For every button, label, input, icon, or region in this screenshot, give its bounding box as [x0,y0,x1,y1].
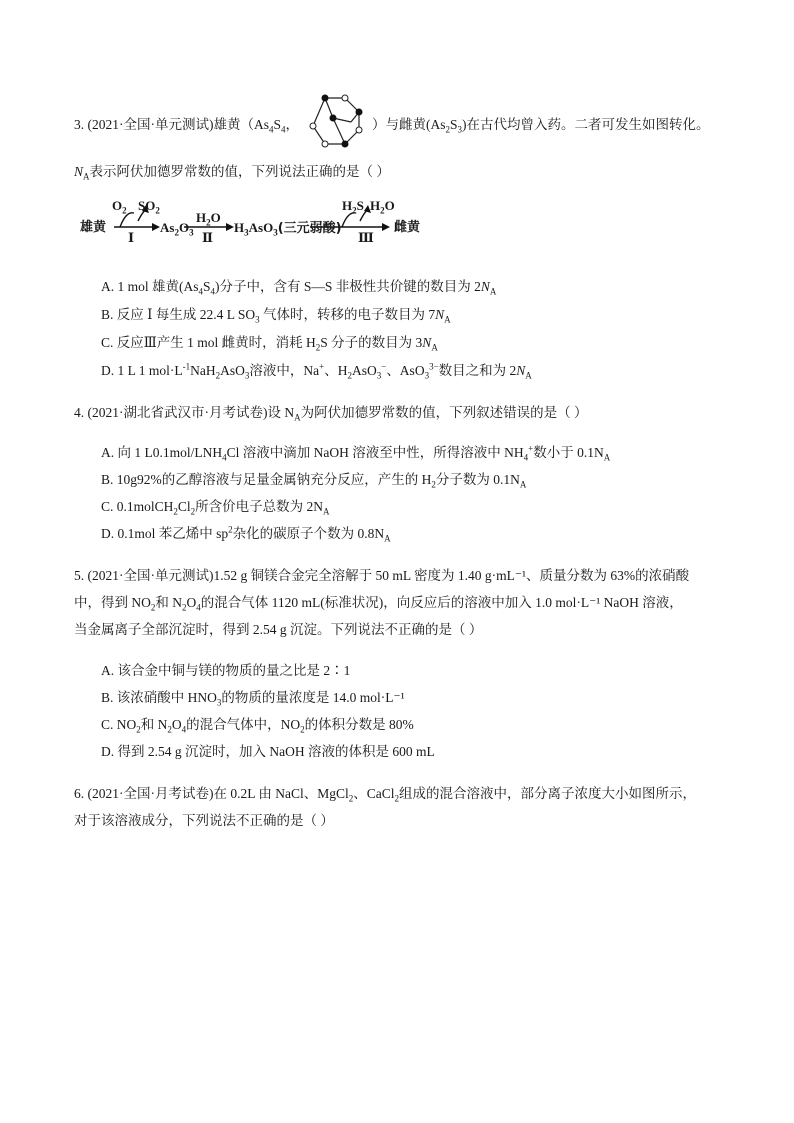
q3-option-b: B. 反应 Ⅰ 每生成 22.4 L $SO_3$ 气体时，转移的电子数目为 $7N_A$ [101,307,451,325]
scheme-step3: Ⅲ [358,230,374,245]
q4-option-b: B. 10g92%的乙醇溶液与足量金属钠充分反应，产生的 $H_2$分子数为 $0.1N_A$ [101,472,527,490]
as4s4-molecule-structure [305,92,371,152]
scheme-h2o-product: $H_2O$ [370,198,395,216]
q3-stem-line2: $N_A$表示阿伏加德罗常数的值，下列说法正确的是（ ） [74,164,390,182]
q5-stem-line1: 5. (2021·全国·单元测试)1.52 g 铜镁合金完全溶解于 50 mL 密度为 1.40 g·mL⁻¹、质量分数为 63%的浓硝酸 [74,568,690,583]
scheme-h2o: $H_2O$ [196,210,221,228]
q3-option-a: A. 1 mol 雄黄$(As_4S_4)$分子中，含有 S—S 非极性共价键的数目为 $2N_A$ [101,279,497,297]
q3-stem-line1: 3. (2021·全国·单元测试)雄黄（$As_4S_4$， [74,117,300,135]
scheme-h3aso3: $H_3AsO_3$(三元弱酸) [234,220,342,238]
q6-stem-line2: 对于该溶液成分，下列说法不正确的是（ ） [74,813,334,828]
scheme-so2: $SO_2$ [138,198,160,216]
q3-option-c: C. 反应Ⅲ产生 1 mol 雌黄时，消耗 $H_2S$ 分子的数目为 $3N_A$ [101,335,438,353]
q5-option-c: C. $NO_2$和 $N_2O_4$的混合气体中，$NO_2$的体积分数是 80% [101,717,414,735]
q5-stem-line2: 中，得到 $NO_2$和 $N_2O_4$的混合气体 1120 mL(标准状况)，向反应后的溶液中加入 1.0 mol·L⁻¹ NaOH 溶液， [74,595,683,613]
reaction-scheme [80,193,440,243]
q3-stem-line1-cont: ）与雌黄$(As_2S_3)$在古代均曾入药。二者可发生如图转化。 [372,117,710,135]
scheme-step1: Ⅰ [128,230,135,245]
q5-stem-line3: 当金属离子全部沉淀时，得到 2.54 g 沉淀。下列说法不正确的是（ ） [74,622,483,637]
q6-stem-line1: 6. (2021·全国·月考试卷)在 0.2L 由 NaCl、MgCl$_2$、CaCl$_2$组成的混合溶液中，部分离子浓度大小如图所示， [74,786,696,804]
q5-option-b: B. 该浓硝酸中 $HNO_3$的物质的量浓度是 14.0 mol·L⁻¹ [101,690,405,708]
scheme-step2: Ⅱ [202,230,213,245]
q5-option-d: D. 得到 2.54 g 沉淀时，加入 NaOH 溶液的体积是 600 mL [101,744,435,759]
q4-option-c: C. $0.1molCH_2Cl_2$所含价电子总数为 $2N_A$ [101,499,330,517]
q3-option-d: D. 1 L 1 $mol\cdot L^{-1}NaH_2AsO_3$溶液中，Na+、$H_2AsO_3^-$、AsO$_3^{3-}$数目之和为 $2N_A$ [101,361,532,381]
scheme-as2o3: $As_2O_3$ [160,220,194,238]
q4-option-a: A. 向 1 $L0.1mol/LNH_4Cl$ 溶液中滴加 NaOH 溶液至中性，所得溶液中 $NH_4^+$数小于 $0.1N_A$ [101,443,611,463]
q4-stem: 4. (2021·湖北省武汉市·月考试卷)设 $N_A$为阿伏加德罗常数的值，下列叙述错误的是（ ） [74,405,588,423]
q4-option-d: D. 0.1mol 苯乙烯中 $sp^2$杂化的碳原子个数为 $0.8N_A$ [101,524,391,544]
scheme-start: 雄黄 [80,220,107,235]
q5-option-a: A. 该合金中铜与镁的物质的量之比是 2∶1 [101,663,351,678]
scheme-h2s: $H_2S$ [342,198,364,216]
scheme-end: 雌黄 [394,220,421,235]
scheme-o2: $O_2$ [112,198,127,216]
